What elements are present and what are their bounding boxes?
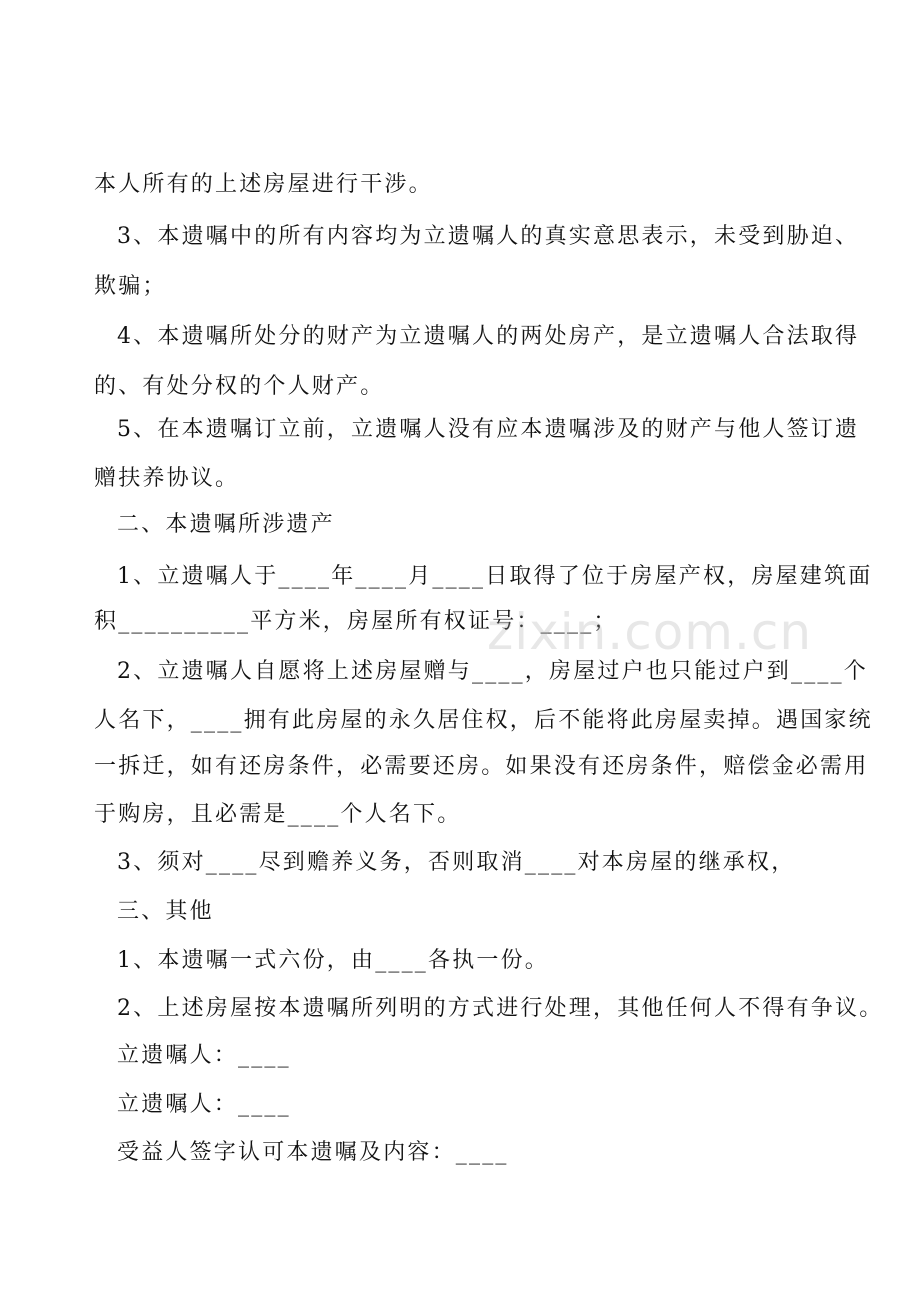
text-line-14: 于购房，且必需是____个人名下。: [94, 802, 462, 827]
text-line-12: 人名下，____拥有此房屋的永久居住权，后不能将此房屋卖掉。遇国家统: [94, 708, 873, 733]
text-line-1: 本人所有的上述房屋进行干涉。: [94, 172, 433, 197]
signature-line-2: 立遗嘱人：____: [117, 1092, 291, 1117]
text-line-9: 1、立遗嘱人于____年____月____日取得了位于房屋产权，房屋建筑面: [117, 564, 873, 589]
text-line-11: 2、立遗嘱人自愿将上述房屋赠与____，房屋过户也只能过户到____个: [117, 659, 868, 684]
text-line-17: 1、本遗嘱一式六份，由____各执一份。: [117, 948, 549, 973]
text-line-7: 赠扶养协议。: [94, 466, 240, 491]
section-heading-2: 二、本遗嘱所涉遗产: [117, 512, 335, 537]
signature-line-1: 立遗嘱人：____: [117, 1043, 291, 1068]
text-line-18: 2、上述房屋按本遗嘱所列明的方式进行处理，其他任何人不得有争议。: [117, 996, 884, 1021]
watermark: zixin.com.cn: [487, 603, 813, 661]
text-line-3: 欺骗；: [94, 274, 167, 299]
section-heading-3: 三、其他: [117, 899, 214, 924]
text-line-10: 积__________平方米，房屋所有权证号：____；: [94, 609, 618, 634]
text-line-4: 4、本遗嘱所处分的财产为立遗嘱人的两处房产，是立遗嘱人合法取得: [117, 324, 860, 349]
beneficiary-signature-line: 受益人签字认可本遗嘱及内容：____: [117, 1140, 509, 1165]
text-line-15: 3、须对____尽到赡养义务，否则取消____对本房屋的继承权，: [117, 850, 796, 875]
text-line-13: 一拆迁，如有还房条件，必需要还房。如果没有还房条件，赔偿金必需用: [94, 754, 869, 779]
text-line-2: 3、本遗嘱中的所有内容均为立遗嘱人的真实意思表示，未受到胁迫、: [117, 224, 860, 249]
text-line-6: 5、在本遗嘱订立前，立遗嘱人没有应本遗嘱涉及的财产与他人签订遗: [117, 417, 860, 442]
text-line-5: 的、有处分权的个人财产。: [94, 374, 385, 399]
